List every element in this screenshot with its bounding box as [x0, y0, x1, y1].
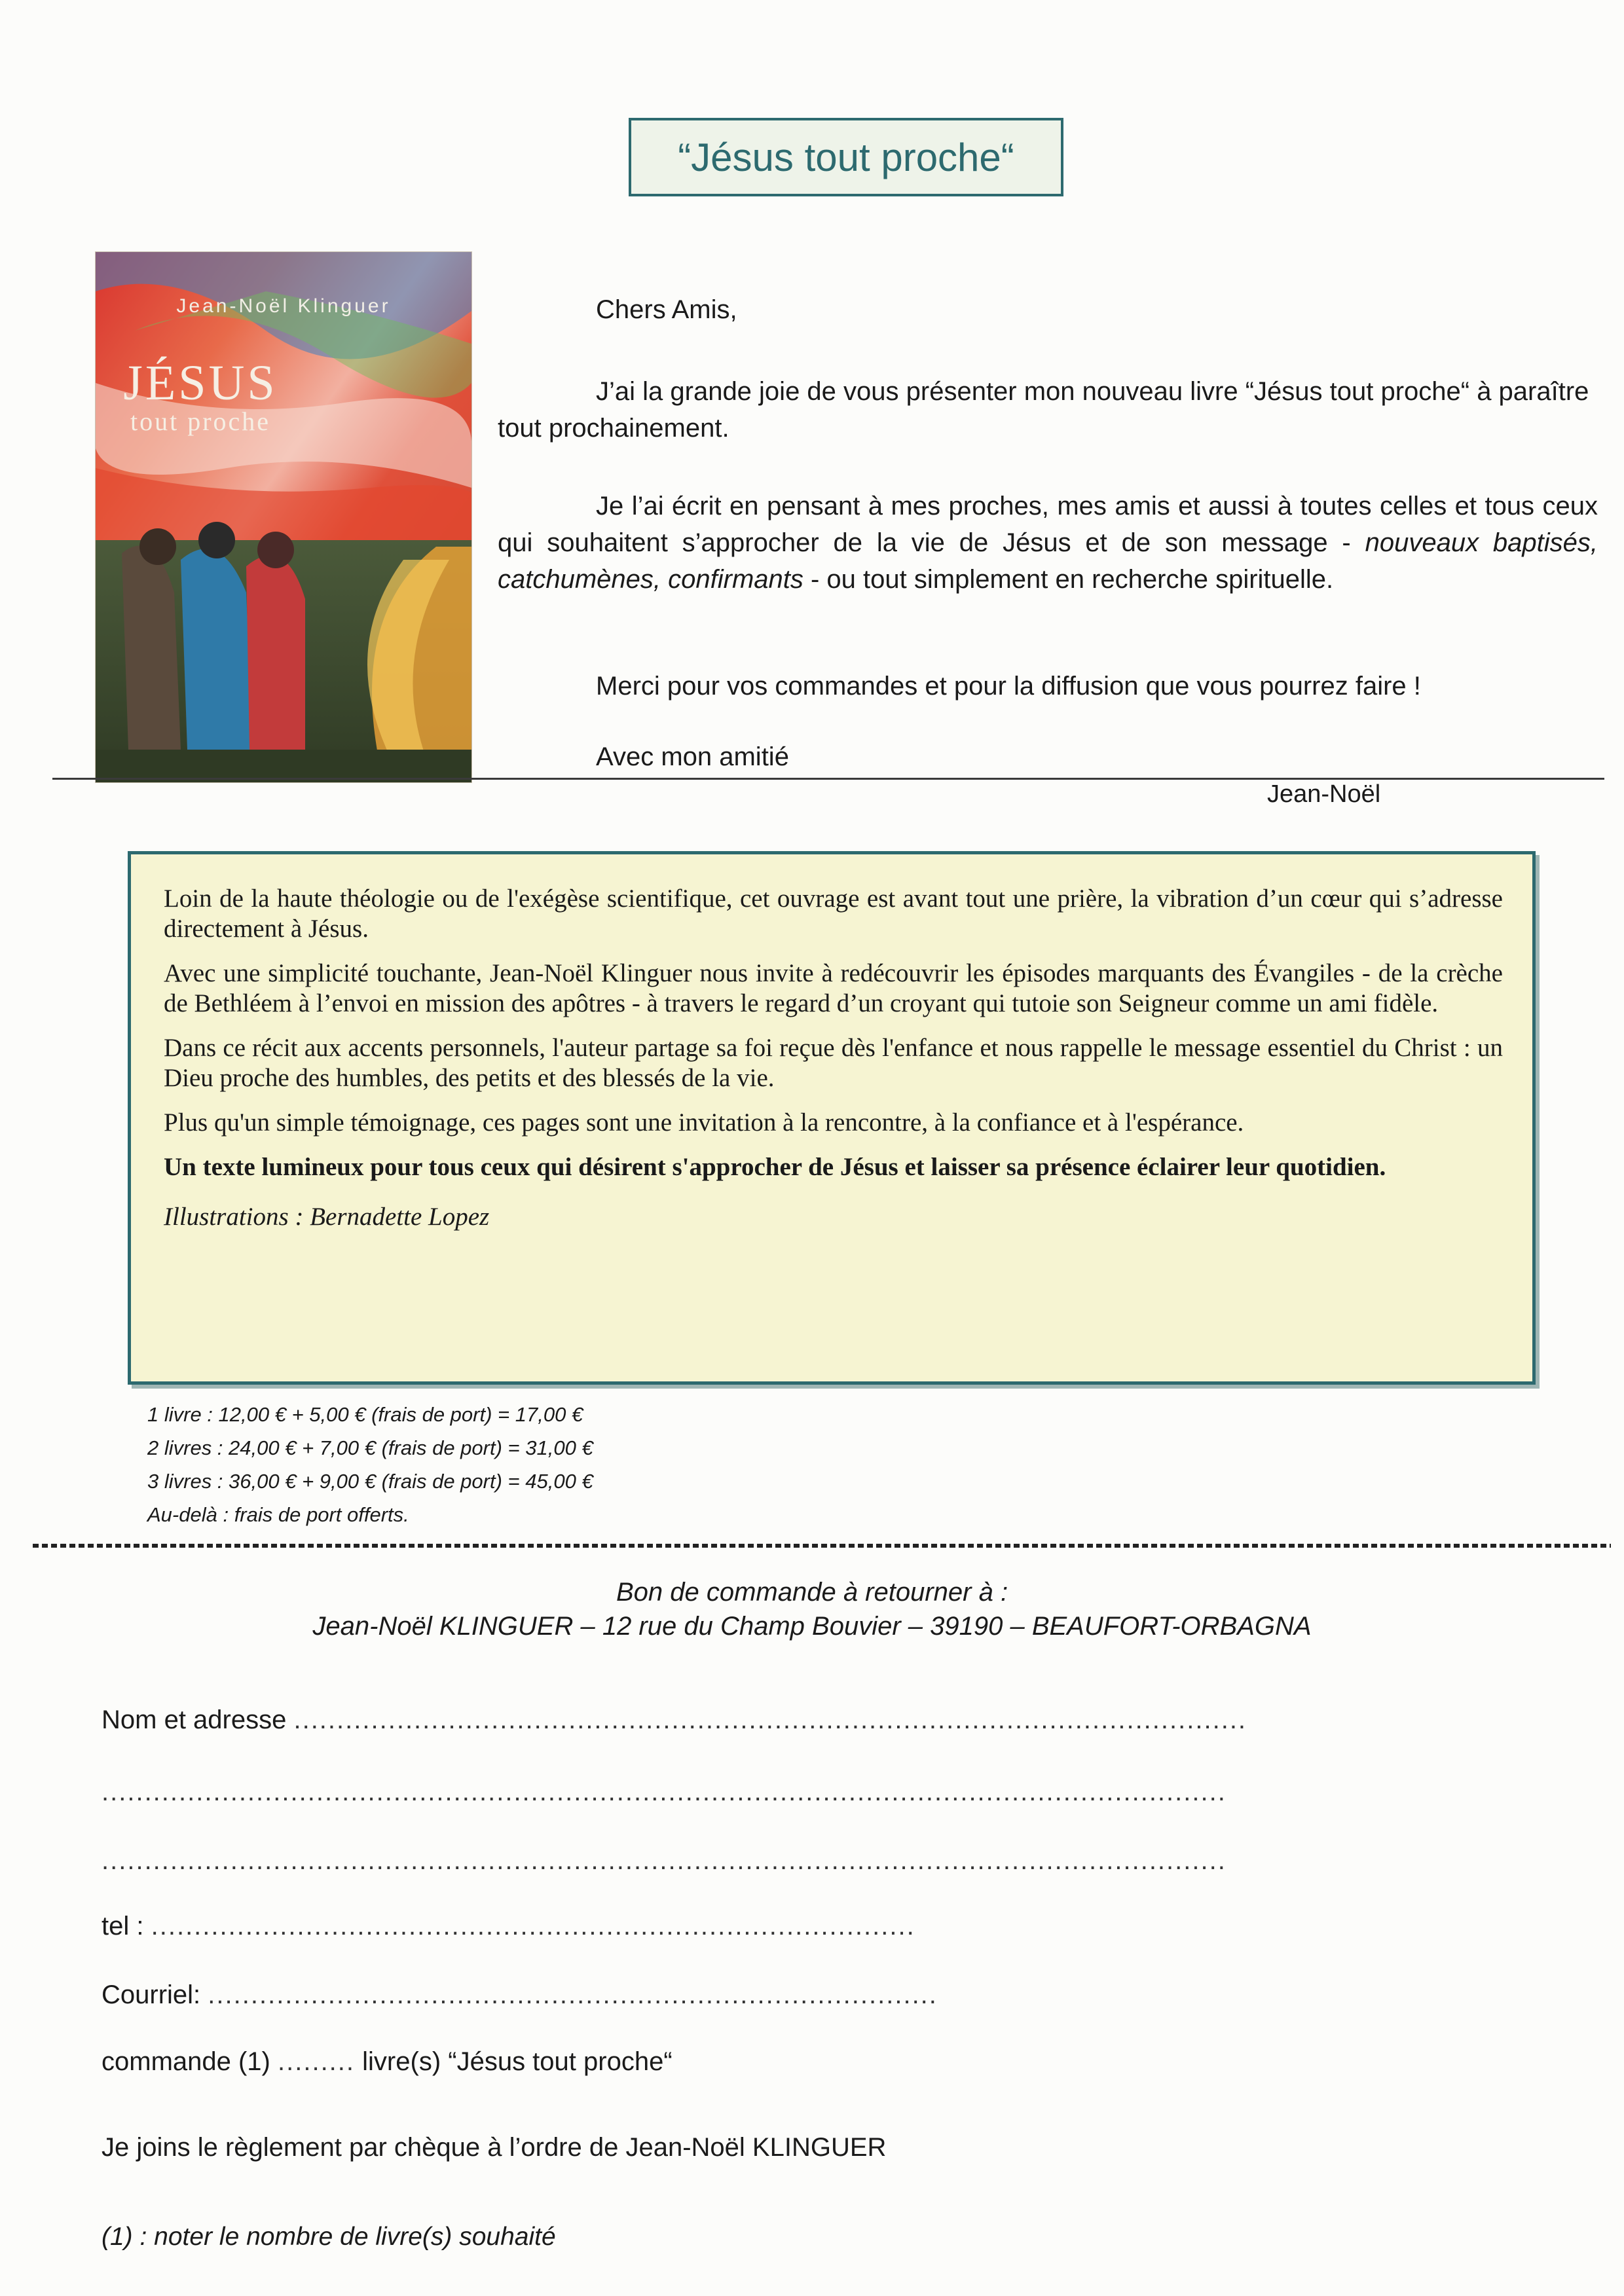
signature-divider [52, 778, 1604, 780]
email-label: Courriel: [101, 1980, 201, 2009]
quantity-field[interactable]: commande (1) ......... livre(s) “Jésus tout proche“ [101, 2047, 673, 2076]
command-suffix: livre(s) “Jésus tout proche“ [362, 2047, 673, 2076]
address-line-3[interactable]: ................................................................................................................................... [101, 1846, 1227, 1875]
letter-paragraph-3: Merci pour vos commandes et pour la diffusion que vous pourrez faire ! [596, 672, 1421, 701]
order-heading: Bon de commande à retourner à : [616, 1578, 1008, 1607]
description-paragraph-5: Un texte lumineux pour tous ceux qui désirent s'approcher de Jésus et laisser sa présence éclairer leur quotidien. [164, 1153, 1386, 1181]
letter-closing: Avec mon amitié [596, 742, 789, 771]
description-paragraph-2: Avec une simplicité touchante, Jean-Noël Klinguer nous invite à redécouvrir les épisodes marquants des Évangiles - de la crèche de Bethléem à l’envoi en mission des apôtres - à travers le regard d’un croyant qui tutoie son Seigneur comme un ami fidèle. [164, 959, 1503, 1017]
tel-label: tel : [101, 1912, 144, 1941]
description-paragraph-1: Loin de la haute théologie ou de l'exégèse scientifique, cet ouvrage est avant tout une prière, la vibration d’un cœur qui s’adresse directement à Jésus. [164, 884, 1503, 943]
book-cover-image [96, 252, 471, 782]
description-paragraph-3: Dans ce récit aux accents personnels, l'auteur partage sa foi reçue dès l'enfance et nous rappelle le message essentiel du Christ : un Dieu proche des humbles, des petits et des blessés de la vie. [164, 1034, 1503, 1092]
price-line-1: 1 livre : 12,00 € + 5,00 € (frais de port) = 17,00 € [147, 1403, 583, 1426]
cut-dashed-line [33, 1544, 1611, 1548]
letter-greeting: Chers Amis, [596, 295, 737, 324]
payment-note: Je joins le règlement par chèque à l’ordre de Jean-Noël KLINGUER [101, 2133, 887, 2162]
cover-author: Jean-Noël Klinguer [176, 295, 391, 317]
cover-subtitle: tout proche [130, 407, 271, 436]
price-line-4: Au-delà : frais de port offerts. [147, 1503, 409, 1526]
illustrations-credit: Illustrations : Bernadette Lopez [164, 1203, 490, 1231]
command-label: commande (1) [101, 2047, 270, 2076]
tel-field[interactable]: tel : ......................................................................................... [101, 1912, 915, 1941]
address-line-2[interactable]: ................................................................................................................................... [101, 1777, 1227, 1806]
email-field[interactable]: Courriel: ..................................................................................... [101, 1980, 938, 2009]
name-address-label: Nom et adresse [101, 1705, 287, 1734]
order-address: Jean-Noël KLINGUER – 12 rue du Champ Bouvier – 39190 – BEAUFORT-ORBAGNA [312, 1612, 1312, 1641]
book-description-box [128, 851, 1536, 1385]
price-line-2: 2 livres : 24,00 € + 7,00 € (frais de port) = 31,00 € [147, 1436, 593, 1459]
letter-paragraph-1: J’ai la grande joie de vous présenter mon nouveau livre “Jésus tout proche“ à paraître tout prochainement. [498, 377, 1589, 443]
letter-paragraph-2: Je l’ai écrit en pensant à mes proches, mes amis et aussi à toutes celles et tous ceux qui souhaitent s’approcher de la vie de Jésus et de son message - nouveaux baptisés, catchumènes, confirmants - ou tout simplement en recherche spirituelle. [498, 492, 1598, 594]
description-paragraph-4: Plus qu'un simple témoignage, ces pages sont une invitation à la rencontre, à la confiance et à l'espérance. [164, 1108, 1244, 1137]
price-list [147, 1398, 593, 1531]
letter-signature: Jean-Noël [1267, 780, 1381, 808]
name-address-field[interactable]: Nom et adresse ............................................................................................................... [101, 1705, 1247, 1734]
page-title: “Jésus tout proche“ [629, 118, 1063, 196]
cover-title: JÉSUS [123, 355, 278, 410]
footnote: (1) : noter le nombre de livre(s) souhaité [101, 2223, 556, 2251]
cover-illustration [96, 252, 471, 782]
price-line-3: 3 livres : 36,00 € + 9,00 € (frais de port) = 45,00 € [147, 1470, 593, 1493]
